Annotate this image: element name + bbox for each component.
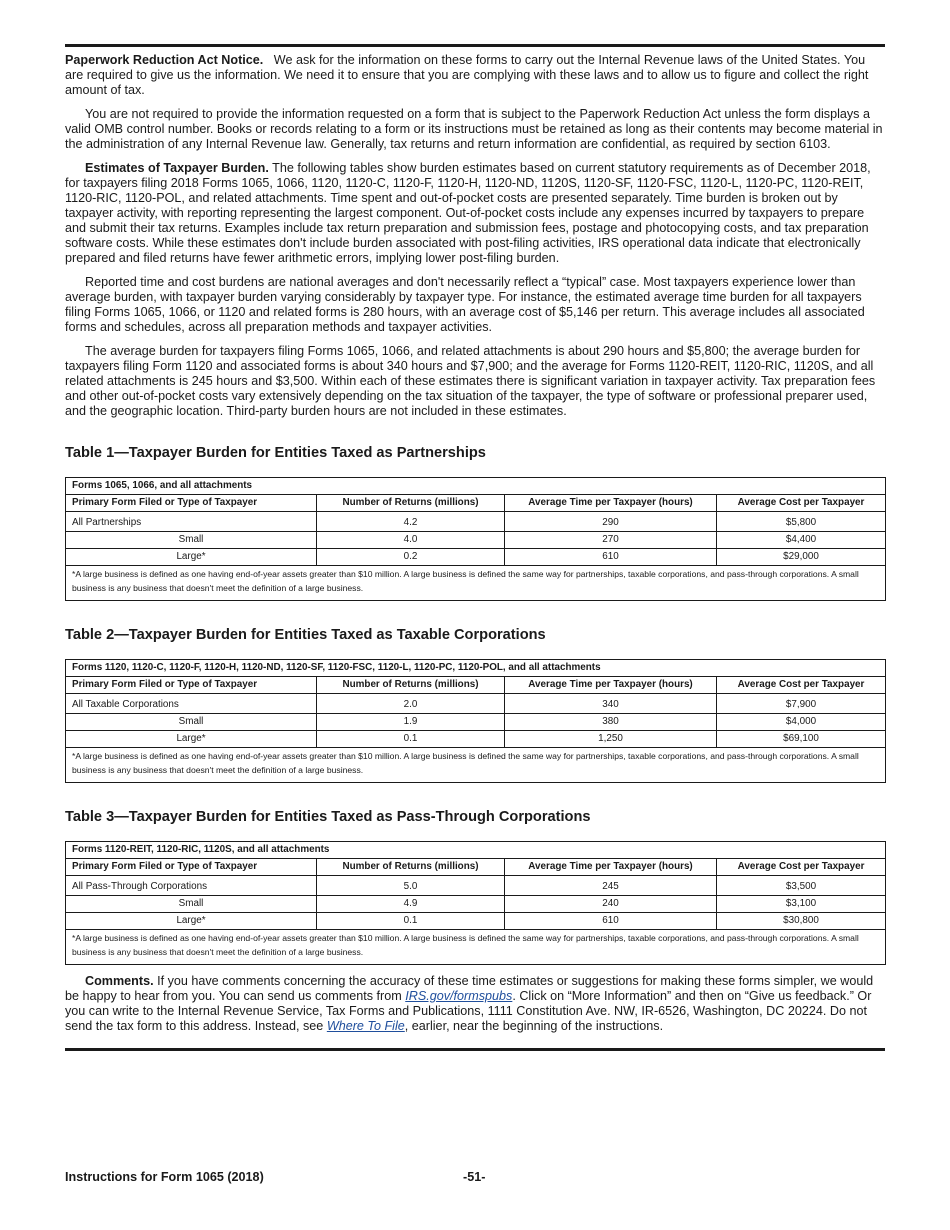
bottom-rule (65, 1048, 885, 1051)
estimates-heading: Estimates of Taxpayer Burden. (85, 161, 269, 175)
pra-text: We ask for the information on these forms to carry out the Internal Revenue laws of the United States. You are required to give us the information. We need it to ensure that you are complying with these laws and to allow us to figure and collect the right amount of tax. (65, 53, 869, 97)
table-row (66, 896, 886, 913)
returns-value: 4.9 (317, 896, 505, 913)
row-label: Small (66, 896, 317, 913)
table-row (66, 731, 886, 748)
table-1-forms: Forms 1065, 1066, and all attachments (66, 478, 886, 495)
time-value: 340 (505, 694, 717, 714)
column-header-returns: Number of Returns (millions) (317, 495, 505, 512)
page-footer (65, 1170, 885, 1184)
column-header-cost: Average Cost per Taxpayer (717, 859, 886, 876)
comments-paragraph (65, 974, 885, 1034)
time-value: 610 (505, 549, 717, 566)
time-value: 290 (505, 512, 717, 532)
cost-value: $7,900 (717, 694, 886, 714)
row-label: Small (66, 532, 317, 549)
time-value: 270 (505, 532, 717, 549)
row-label: Large* (66, 913, 317, 930)
comments-text-3: , earlier, near the beginning of the instructions. (404, 1019, 664, 1033)
row-label: Small (66, 714, 317, 731)
average-paragraph: The average burden for taxpayers filing Forms 1065, 1066, and related attachments is about 290 hours and $5,800; the average burden for taxpayers filing Form 1120 and associated forms is about 340 hours and $7,900; and the average for Forms 1120-REIT, 1120-RIC, 1120S, and all related attachments is 245 hours and $3,500. Within each of these estimates there is significant variation in taxpayer activity. Tax preparation fees and other out-of-pocket costs vary extensively depending on the tax situation of the taxpayer, the type of software or professional preparer used, and the geographic location. Third-party burden hours are not included in these estimates. (65, 344, 876, 418)
omb-paragraph: You are not required to provide the information requested on a form that is subject to the Paperwork Reduction Act unless the form displays a valid OMB control number. Books or records relating to a form or its instructions must be retained as long as their contents may become material in the administration of any Internal Revenue law. Generally, tax returns and return information are confidential, as required by section 6103. (65, 107, 883, 151)
where-to-file-link[interactable]: Where To File (326, 1019, 405, 1033)
column-header-time: Average Time per Taxpayer (hours) (505, 677, 717, 694)
cost-value: $29,000 (717, 549, 886, 566)
table-row (66, 913, 886, 930)
page-number: -51- (463, 1170, 486, 1184)
row-label: Large* (66, 731, 317, 748)
comments-heading: Comments. (85, 974, 154, 988)
row-label: All Partnerships (66, 512, 317, 532)
table-1 (65, 477, 886, 601)
table-row (66, 512, 886, 532)
time-value: 245 (505, 876, 717, 896)
estimates-text: The following tables show burden estimates based on current statutory requirements as of December 2018, for taxpayers filing 2018 Forms 1065, 1066, 1120, 1120-C, 1120-F, 1120-H, 1120-ND, 1120S, 1120-SF, 1120-FSC, 1120-L, 1120-PC, 1120-REIT, 1120-RIC, 1120-POL, and related attachments. Time spent and out-of-pocket costs are presented separately. Time burden is broken out by taxpayer activity, with reporting representing the largest component. Out-of-pocket costs include any expenses incurred by taxpayers to prepare and submit their tax returns. Examples include tax return preparation and submission fees, postage and photocopying costs, and tax preparation software costs. While these estimates don't include burden associated with post-filing activities, IRS operational data indicate that electronically prepared and filed returns have fewer arithmetic errors, implying lower post-filing burden. (65, 161, 871, 265)
returns-value: 4.0 (317, 532, 505, 549)
cost-value: $3,500 (717, 876, 886, 896)
top-rule (65, 44, 885, 47)
pra-paragraph (65, 53, 885, 98)
column-header-form: Primary Form Filed or Type of Taxpayer (66, 859, 317, 876)
table-3 (65, 841, 886, 965)
table-row (66, 714, 886, 731)
cost-value: $4,400 (717, 532, 886, 549)
table-2-footnote: *A large business is defined as one having end-of-year assets greater than $10 million. A large business is defined the same way for partnerships, taxable corporations, and pass-through corporations. A small business is any business that doesn't meet the definition of a large business. (66, 748, 886, 783)
page-content (65, 44, 885, 1051)
column-header-cost: Average Cost per Taxpayer (717, 495, 886, 512)
cost-value: $5,800 (717, 512, 886, 532)
table-3-forms: Forms 1120-REIT, 1120-RIC, 1120S, and all attachments (66, 842, 886, 859)
estimates-paragraph (65, 161, 885, 266)
column-header-time: Average Time per Taxpayer (hours) (505, 859, 717, 876)
cost-value: $4,000 (717, 714, 886, 731)
table-1-footnote: *A large business is defined as one having end-of-year assets greater than $10 million. A large business is defined the same way for partnerships, taxable corporations, and pass-through corporations. A small business is any business that doesn't meet the definition of a large business. (66, 566, 886, 601)
row-label: All Taxable Corporations (66, 694, 317, 714)
cost-value: $69,100 (717, 731, 886, 748)
table-row (66, 694, 886, 714)
cost-value: $30,800 (717, 913, 886, 930)
table-row (66, 532, 886, 549)
table-1-title: Table 1—Taxpayer Burden for Entities Taxed as Partnerships (65, 445, 486, 461)
table-3-title: Table 3—Taxpayer Burden for Entities Taxed as Pass-Through Corporations (65, 809, 591, 825)
time-value: 610 (505, 913, 717, 930)
irs-formspubs-link[interactable]: IRS.gov/formspubs (405, 989, 513, 1003)
comments-text-1: If you have comments concerning the accuracy of these time estimates or suggestions for making these forms simpler, we would be happy to hear from you. You can send us comments from (65, 974, 874, 1003)
column-header-form: Primary Form Filed or Type of Taxpayer (66, 677, 317, 694)
column-header-form: Primary Form Filed or Type of Taxpayer (66, 495, 317, 512)
time-value: 380 (505, 714, 717, 731)
pra-heading: Paperwork Reduction Act Notice. (65, 53, 264, 67)
time-value: 1,250 (505, 731, 717, 748)
table-2 (65, 659, 886, 783)
cost-value: $3,100 (717, 896, 886, 913)
comments-text-2: . Click on “More Information” and then on “Give us feedback.” Or you can write to the Internal Revenue Service, Tax Forms and Publications, 1111 Constitution Ave. NW, IR-6526, Washington, DC 20224. Do not send the tax form to this address. Instead, see (65, 989, 872, 1033)
table-2-forms: Forms 1120, 1120-C, 1120-F, 1120-H, 1120-ND, 1120-SF, 1120-FSC, 1120-L, 1120-PC, 1120-POL, and all attachments (66, 660, 886, 677)
returns-value: 0.1 (317, 731, 505, 748)
column-header-time: Average Time per Taxpayer (hours) (505, 495, 717, 512)
table-2-title: Table 2—Taxpayer Burden for Entities Taxed as Taxable Corporations (65, 627, 546, 643)
column-header-returns: Number of Returns (millions) (317, 859, 505, 876)
returns-value: 2.0 (317, 694, 505, 714)
returns-value: 0.1 (317, 913, 505, 930)
returns-value: 4.2 (317, 512, 505, 532)
returns-value: 1.9 (317, 714, 505, 731)
column-header-cost: Average Cost per Taxpayer (717, 677, 886, 694)
footer-title: Instructions for Form 1065 (2018) (65, 1170, 264, 1184)
row-label: Large* (66, 549, 317, 566)
returns-value: 5.0 (317, 876, 505, 896)
table-row (66, 876, 886, 896)
column-header-returns: Number of Returns (millions) (317, 677, 505, 694)
reported-paragraph: Reported time and cost burdens are national averages and don't necessarily reflect a “typical” case. Most taxpayers experience lower than average burden, with taxpayer burden varying considerably by taxpayer type. For instance, the estimated average time burden for all taxpayers filing Forms 1065, 1066, or 1120 and related forms is 280 hours, with an average cost of $5,146 per return. This average includes all associated forms and schedules, across all preparation methods and taxpayer activities. (65, 275, 865, 334)
row-label: All Pass-Through Corporations (66, 876, 317, 896)
returns-value: 0.2 (317, 549, 505, 566)
table-row (66, 549, 886, 566)
time-value: 240 (505, 896, 717, 913)
table-3-footnote: *A large business is defined as one having end-of-year assets greater than $10 million. A large business is defined the same way for partnerships, taxable corporations, and pass-through corporations. A small business is any business that doesn't meet the definition of a large business. (66, 930, 886, 965)
